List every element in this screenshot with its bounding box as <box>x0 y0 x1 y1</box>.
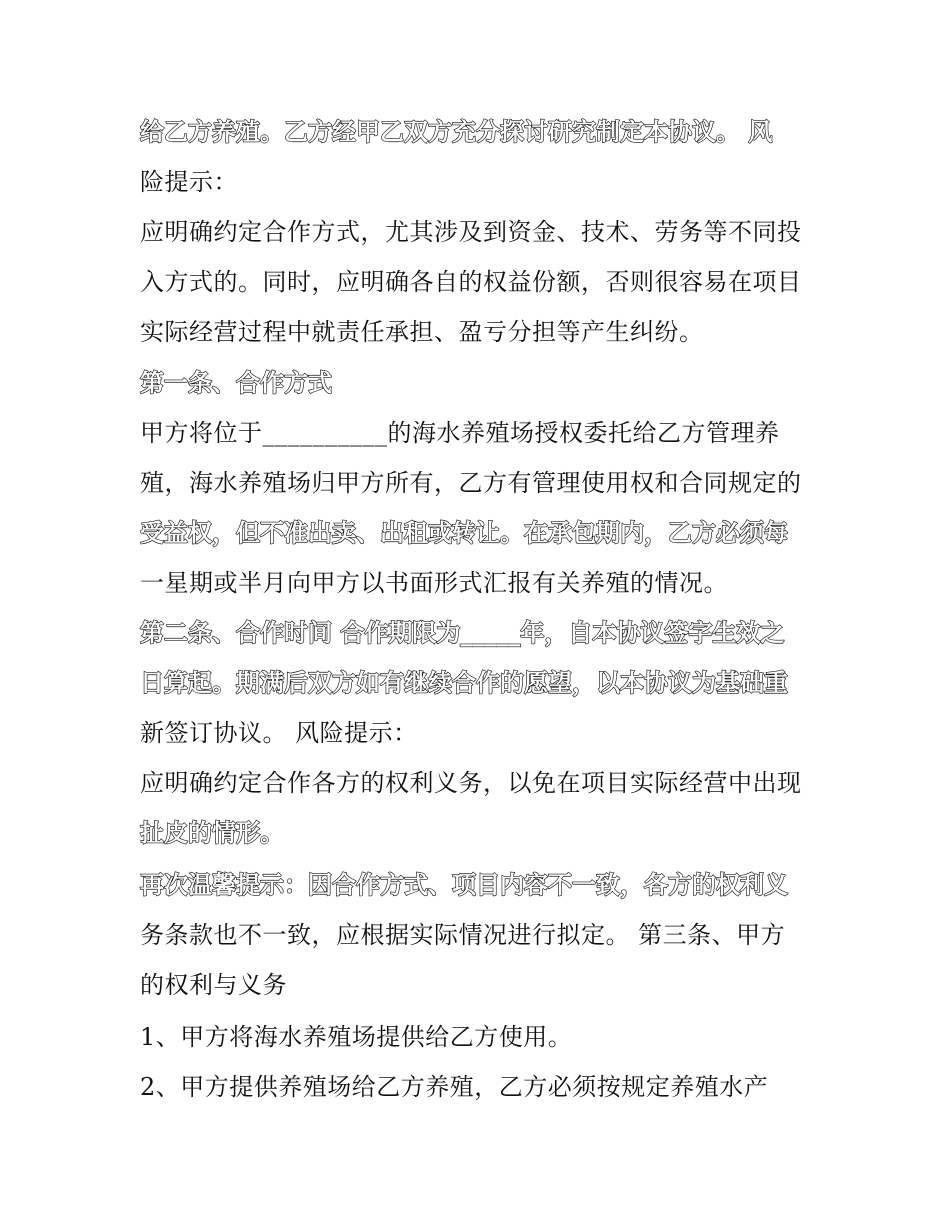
text-line <box>140 117 772 147</box>
body-text: 入方式的。同时，应明确各自的权益份额，否则很容易在项目 <box>140 268 802 296</box>
body-text: 务条款也不一致，应根据实际情况进行拟定。 第三条、甲方 <box>140 921 786 949</box>
list-item <box>140 1022 572 1052</box>
text-line <box>140 668 788 698</box>
list-item <box>140 1072 768 1102</box>
section-heading <box>140 618 784 648</box>
body-text: 殖，海水养殖场归甲方所有，乙方有管理使用权和合同规定的 <box>140 469 802 497</box>
text-line <box>140 970 287 1000</box>
text-line <box>140 418 780 448</box>
text-line <box>140 920 785 950</box>
body-text: 甲方将位于__________的海水养殖场授权委托给乙方管理养 <box>140 419 780 447</box>
text-line <box>140 317 704 347</box>
outlined-text: 日算起。期满后双方如有继续合作的愿望，以本协议为基础重 <box>140 669 788 697</box>
body-text: 的权利与义务 <box>140 971 287 999</box>
outlined-text: 第一条、合作方式 <box>140 369 332 397</box>
body-text: 新签订协议。 风险提示： <box>140 719 418 747</box>
body-text: 险提示： <box>140 168 238 196</box>
text-line <box>140 217 802 247</box>
text-line <box>140 568 728 598</box>
body-text: 一星期或半月向甲方以书面形式汇报有关养殖的情况。 <box>140 569 728 597</box>
text-line <box>140 518 788 548</box>
body-text: 2、甲方提供养殖场给乙方养殖，乙方必须按规定养殖水产 <box>140 1073 769 1101</box>
body-text: 应明确约定合作方式，尤其涉及到资金、技术、劳务等不同投 <box>140 218 802 246</box>
text-line <box>140 718 418 748</box>
text-line <box>140 468 802 498</box>
outlined-text: 再次温馨提示：因合作方式、项目内容不一致，各方的权利义 <box>140 871 788 899</box>
body-text: 应明确约定合作各方的权利义务，以免在项目实际经营中出现 <box>140 769 802 797</box>
text-line <box>140 818 284 848</box>
outlined-text: 风 <box>740 118 773 146</box>
outlined-text: 受益权，但不准出卖、出租或转让。在承包期内，乙方必须每 <box>140 519 788 547</box>
body-text: 1、甲方将海水养殖场提供给乙方使用。 <box>140 1023 573 1051</box>
section-heading <box>140 368 332 398</box>
text-line <box>140 768 802 798</box>
text-line <box>140 267 802 297</box>
outlined-text: 扯皮的情形。 <box>140 819 284 847</box>
body-text: 实际经营过程中就责任承担、盈亏分担等产生纠纷。 <box>140 318 704 346</box>
outlined-text: 第二条、合作时间 合作期限为_____年，自本协议签字生效之 <box>140 619 785 647</box>
text-line <box>140 167 238 197</box>
outlined-text: 给乙方养殖。乙方经甲乙双方充分探讨研究制定本协议。 <box>140 118 740 146</box>
text-line <box>140 870 788 900</box>
